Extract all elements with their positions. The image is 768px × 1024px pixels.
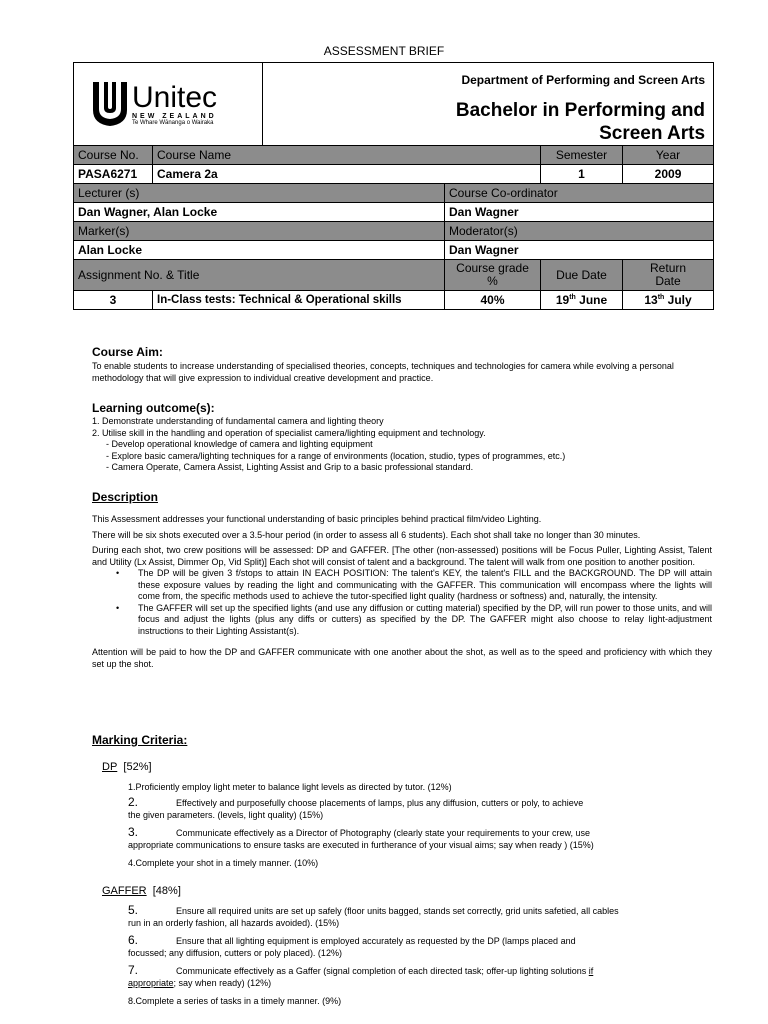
semester-value: 1 [541,165,623,184]
description-paragraph: This Assessment addresses your functional understanding of basic principles behind practical film/video Lighting. [92,514,542,524]
list-item: - Develop operational knowledge of camera and lighting equipment [106,439,373,449]
unitec-emblem-icon [90,78,130,130]
course-no-value: PASA6271 [74,165,153,184]
due-date-label: Due Date [541,260,623,291]
bullet-icon: • [116,568,120,578]
dp-criterion-3: 3. Communicate effectively as a Director of Photography (clearly state your requirements to your crew, use appropriate communications to ensure tasks are executed in furtherance of your visual aims; say when ready ) (15%) [128,825,594,850]
semester-label: Semester [541,146,623,165]
grade-label: Course grade % [445,260,541,291]
marking-criteria-heading: Marking Criteria: [92,733,188,747]
list-item: 1. Demonstrate understanding of fundamental camera and lighting theory [92,416,384,426]
bullet-icon: • [116,602,120,613]
description-paragraph: During each shot, two crew positions will be assessed: DP and GAFFER. [The other (non-assessed) positions will be Focus Puller, Lighting Assist, Talent and Utility (Lx Assist, Dimmer Op, Vid Split)] Each shot will consist of talent and a background. The talent will walk from one position to another position. [92,545,712,567]
learning-outcomes-heading: Learning outcome(s): [92,401,215,415]
course-aim-text: To enable students to increase understanding of specialised theories, concepts, techniques and technologies for camera while evolving a personal methodology that will give expression to individual creative development and practice. [92,361,674,383]
unitec-logo [78,78,258,130]
learning-outcomes-list [92,416,712,474]
marker-value: Alan Locke [74,241,445,260]
logo-wordmark: Unitec [132,80,218,114]
logo-country: NEW ZEALAND [132,112,217,120]
return-date-label: Return Date [623,260,714,291]
course-name-label: Course Name [153,146,541,165]
description-paragraph: There will be six shots executed over a 3.5-hour period (in order to assess all 6 students). Each shot shall take no longer than 30 minutes. [92,529,641,540]
gaffer-criterion-6: 6. Ensure that all lighting equipment is employed accurately as requested by the DP (lamps placed and focussed; any diffusion, cutters or poly placed). (12%) [128,933,576,958]
return-date-value: 13th July [623,291,714,310]
year-value: 2009 [623,165,714,184]
list-item: - Explore basic camera/lighting techniques for a range of environments (location, studio, types of programmes, etc.) [106,450,566,461]
dp-criterion-1: 1.Proficiently employ light meter to balance light levels as directed by tutor. (12%) [128,782,452,792]
gaffer-criteria-heading: GAFFER [48%] [102,885,181,897]
programme-title-line1: Bachelor in Performing and [455,100,706,121]
course-no-label: Course No. [74,146,153,165]
year-label: Year [623,146,714,165]
logo-cell [74,63,263,146]
dp-criterion-4: 4.Complete your shot in a timely manner. (10%) [128,858,319,868]
course-aim-heading: Course Aim: [92,345,163,359]
assignment-number: 3 [74,291,153,310]
description-heading: Description [92,490,159,504]
gaffer-bullet: • The GAFFER will set up the specified lights (and use any diffusion or cutting material) specified by the DP, will run power to those units, and will focus and adjust the lights (plus any diffs or cutters) as specified by the DP. The GAFFER might also choose to relay light-adjustment instructions to their Lighting Assistant(s). [116,602,712,636]
coordinator-value: Dan Wagner [445,203,714,222]
programme-title-line2: Screen Arts [599,123,706,144]
dp-criteria-heading: DP [52%] [102,761,152,773]
lecturer-value: Dan Wagner, Alan Locke [74,203,445,222]
coordinator-label: Course Co-ordinator [445,184,714,203]
lecturer-label: Lecturer (s) [74,184,445,203]
description-body [92,514,712,670]
gaffer-criterion-5: 5. Ensure all required units are set up safely (floor units bagged, stands set correctly, grid units safetied, all cables run in an orderly fashion, all hazards avoided). (15%) [128,903,619,928]
due-date-value: 19th June [541,291,623,310]
marker-label: Marker(s) [74,222,445,241]
description-paragraph: Attention will be paid to how the DP and GAFFER communicate with one another about the shot, as well as to the speed and proficiency with which they set up the shot. [92,647,712,669]
gaffer-criterion-7: 7. Communicate effectively as a Gaffer (signal completion of each directed task; offer-up lighting solutions if appropriate; say when ready) (12%) [128,963,594,988]
course-info-table [73,62,714,310]
brief-title: ASSESSMENT BRIEF [323,44,445,58]
dp-criterion-2: 2. Effectively and purposefully choose placements of lamps, plus any diffusion, cutters or poly, to achieve the given parameters. (levels, light quality) (15%) [128,795,584,820]
programme-cell [263,63,714,146]
list-item: 2. Utilise skill in the handling and operation of specialist camera/lighting equipment and technology. [92,427,486,438]
logo-maori-name: Te Whare Wānanga o Wairaka [132,119,214,126]
moderator-value: Dan Wagner [445,241,714,260]
assignment-title: In-Class tests: Technical & Operational skills [153,291,445,310]
course-name-value: Camera 2a [153,165,541,184]
gaffer-criterion-8: 8.Complete a series of tasks in a timely manner. (9%) [128,996,342,1006]
dp-bullet: • The DP will be given 3 f/stops to attain IN EACH POSITION: The talent's KEY, the talent's FILL and the BACKGROUND. The DP will attain these exposure values by reading the light and communicating with the GAFFER. This communication will encompass where the lights will come from, the specific methods used to achieve the tutor-specified light quality (hardness or softness) and, naturally, the intensity. [116,568,712,601]
grade-value: 40% [445,291,541,310]
moderator-label: Moderator(s) [445,222,714,241]
list-item: - Camera Operate, Camera Assist, Lighting Assist and Grip to a basic professional standard. [106,462,474,472]
assignment-label: Assignment No. & Title [74,260,445,291]
department-name: Department of Performing and Screen Arts [461,73,706,87]
